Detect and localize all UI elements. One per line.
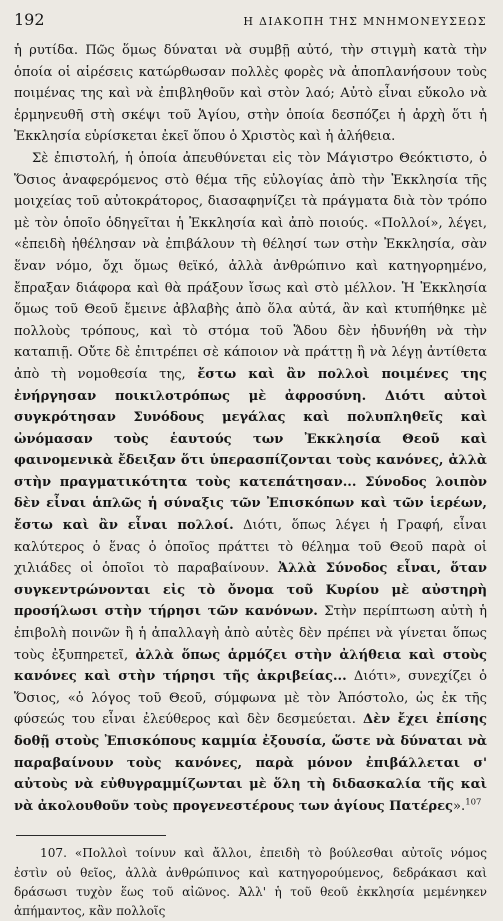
- bold-text-run: Δὲν ἔχει ἐπίσης δοθῇ στοὺς Ἐπισκόπους καμμία ἐξουσία, ὥστε νὰ δύναται νὰ παραβαίνουν τοὺς κανόνες, παρὰ μόνον ἐπιβάλλεται σ' αὐτοὺς νὰ εὐθυγραμμίζωνται μὲ ὅλη τὴ διδασκαλία τῆς καὶ νὰ ἀκολουθοῦν τοὺς προγενεστέρους των ἁγίους Πατέρες: [14, 712, 487, 814]
- text-run: Στὴν περίπτωση αὐτὴ ἡ ἐπιβολὴ ποινῶν ἢ ἡ ἀπαλλαγὴ ἀπὸ αὐτὲς δὲν πρέπει νὰ γίνεται ὅπως τοὺς ἐξυπηρετεῖ,: [14, 604, 487, 663]
- footnote-divider: [16, 835, 166, 836]
- bold-text-run: ἀλλὰ ὅπως ἁρμόζει στὴν ἀλήθεια καὶ στοὺς κανόνες καὶ στὴν τήρησι τῆς ἀκριβείας...: [14, 647, 487, 685]
- text-run: ».: [453, 798, 466, 814]
- page-number: 192: [14, 10, 45, 29]
- page-header: [14, 10, 487, 34]
- footnote-number: 107.: [40, 846, 67, 861]
- text-run: Διότι», συνεχίζει ὁ Ὅσιος, «ὁ λόγος τοῦ Θεοῦ, σύμφωνα μὲ τὸν Ἀπόστολο, ὡς ἐκ τῆς φύσεώς του εἶναι ἐλεύθερος καὶ δὲν δεσμεύεται.: [14, 669, 487, 728]
- text-run: Διότι, ὅπως λέγει ἡ Γραφή, εἶναι καλύτερος ὁ ἕνας ὁ ὁποῖος πράττει τὸ θέλημα τοῦ Θεοῦ παρὰ οἱ χιλιάδες οἱ ὁποῖοι τὸ παραβαίνουν.: [14, 518, 487, 577]
- footnote: [14, 844, 487, 921]
- running-title: Η ΔΙΑΚΟΠΗ ΤΗΣ ΜΝΗΜΟΝΕΥΣΕΩΣ: [243, 15, 487, 28]
- footnote-text: «Πολλοὶ τοίνυν καὶ ἄλλοι, ἐπειδὴ τὸ βούλεσθαι αὐτοῖς νόμος ἐστὶν οὐ θεῖος, ἀλλὰ ἀνθρώπινος καὶ κατηγορούμενος, δεδράκασι καὶ δράσωσι τυχὸν ἕως τοῦ αἰῶνος. Ἀλλ' ἡ τοῦ θεοῦ ἐκκλησία μεμένηκεν ἀπήμαντος, κἂν πολλοῖς: [14, 846, 487, 918]
- footnote-reference[interactable]: 107: [465, 797, 482, 808]
- text-run: Σὲ ἐπιστολή, ἡ ὁποία ἀπευθύνεται εἰς τὸν Μάγιστρο Θεόκτιστο, ὁ Ὅσιος ἀναφερόμενος στὸ θέμα τῆς εὐλογίας ἀπὸ τὴν Ἐκκλησία τῆς μοιχείας τοῦ αὐτοκράτορος, διασαφηνίζει τὰ πράγματα διὰ τὸν τρόπο μὲ τὸν ὁποῖο ὁδηγεῖται ἡ Ἐκκλησία καὶ ἀπὸ ποιούς. «Πολλοί», λέγει, «ἐπειδὴ ἠθέλησαν νὰ ἐπιβάλουν τὴ θέλησί των στὴν Ἐκκλησία, σὰν ἕναν νόμο, ὄχι ὅμως θεϊκό, ἀλλὰ ἀνθρώπινο καὶ κατηγορημένο, ἔπραξαν διάφορα καὶ θὰ πράξουν ἴσως καὶ στὸ μέλλον. Ἡ Ἐκκλησία ὅμως τοῦ Θεοῦ ἔμεινε ἀβλαβὴς ἀπὸ ὅλα αὐτά, ἂν καὶ κτυπήθηκε μὲ πολλοὺς τρόπους, καὶ τὸ στόμα τοῦ Ἅδου δὲν ἠδυνήθη νὰ τὴν καταπιῇ. Οὔτε δὲ ἐπιτρέπει σὲ κάποιον νὰ πράττῃ ἢ νὰ λέγῃ ἀντίθετα ἀπὸ τὴ νομοθεσία της,: [14, 150, 487, 382]
- paragraph-1: ἡ ρυτίδα. Πῶς ὅμως δύναται νὰ συμβῇ αὐτό, τὴν στιγμὴ κατὰ τὴν ὁποία οἱ αἱρέσεις κατώρθωσαν πολλὲς φορὲς νὰ ἀποπλανήσουν τοὺς ποιμένας της καὶ νὰ ἐπιβληθοῦν καὶ στὸν λαό; Αὐτὸ εἶναι εὔκολο νὰ ἑρμηνευθῆ στὴ σκέψι τοῦ Ἁγίου, στὴν ὁποία δεσπόζει ἡ ἀρχὴ ὅτι ἡ Ἐκκλησία εὑρίσκεται ἐκεῖ ὅπου ὁ Χριστὸς καὶ ἡ ἀλήθεια.: [14, 43, 487, 145]
- paragraph-2: [14, 148, 487, 817]
- bold-text-run: Ἀλλὰ Σύνοδος εἶναι, ὅταν συγκεντρώνονται εἰς τὸ ὄνομα τοῦ Κυρίου μὲ αὐστηρὴ προσήλωσι στὴν τήρησι τῶν κανόνων.: [14, 561, 488, 620]
- bold-text-run: ἔστω καὶ ἂν πολλοὶ ποιμένες της ἐνήργησαν ποικιλοτρόπως μὲ ἀφροσύνη. Διότι αὐτοὶ συγκρότησαν Συνόδους μεγάλας καὶ πολυπληθεῖς καὶ ὠνόμασαν τοὺς ἑαυτούς των Ἐκκλησία Θεοῦ καὶ φαινομενικὰ ἔδειξαν ὅτι ὑπερασπίζονται τοὺς κανόνες, ἀλλὰ στὴν πραγματικότητα τοὺς κατεπάτησαν... Σύνοδος λοιπὸν δὲν εἶναι ἁπλῶς ἡ σύναξις τῶν Ἐπισκόπων καὶ τῶν ἱερέων, ἔστω καὶ ἂν εἶναι πολλοί.: [14, 366, 488, 534]
- main-text: [14, 40, 487, 817]
